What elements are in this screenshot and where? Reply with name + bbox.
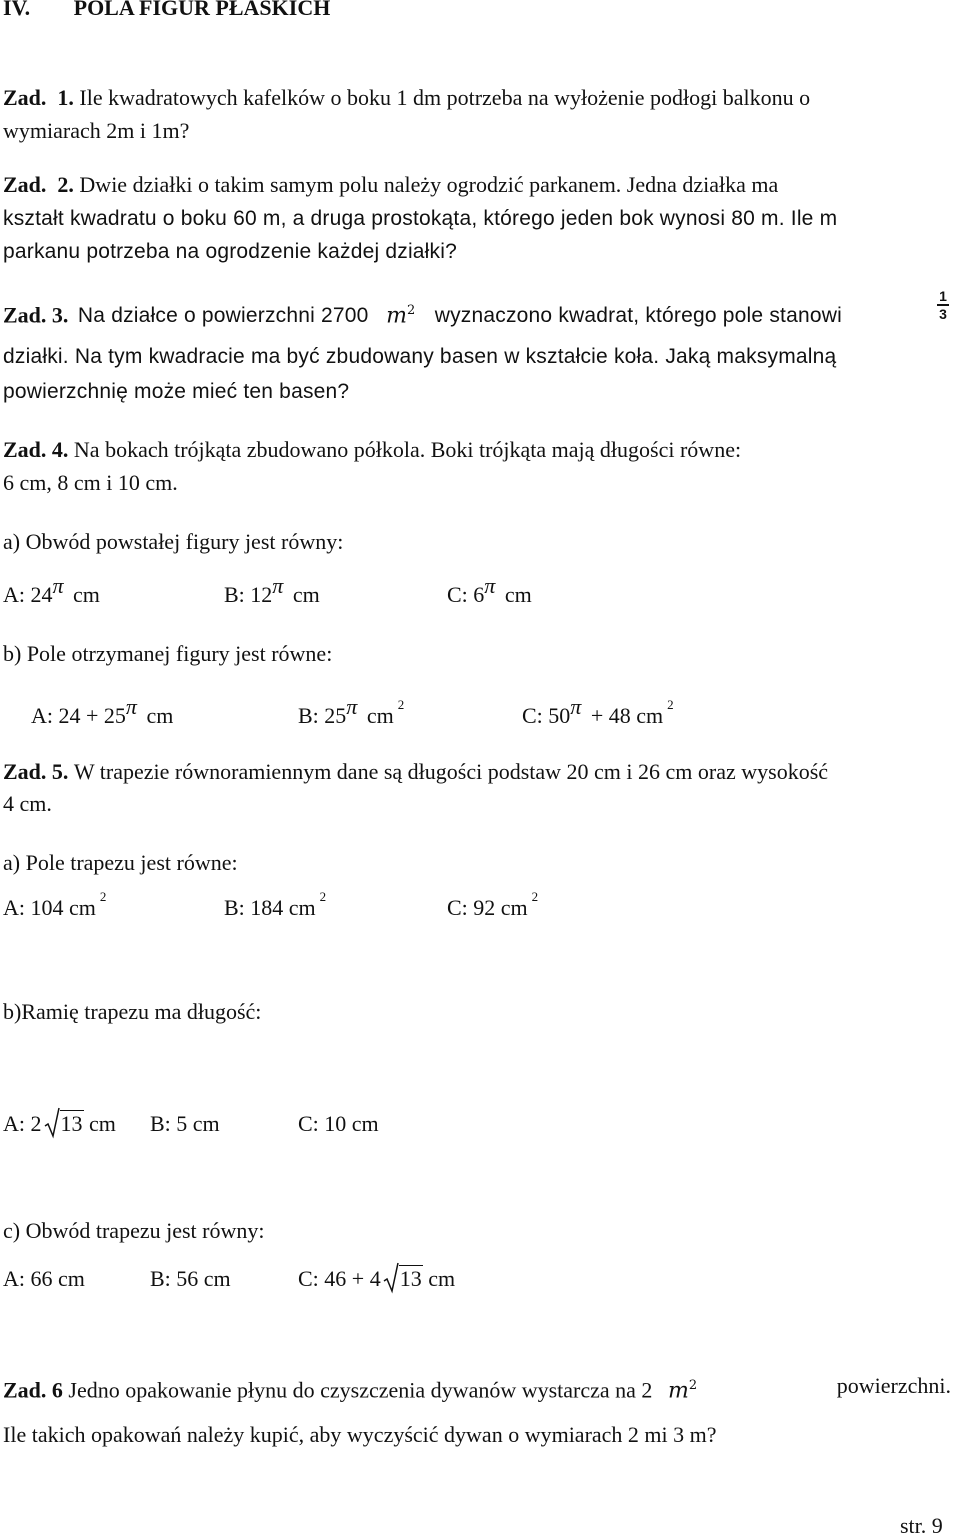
pi-symbol: π — [346, 694, 358, 719]
task-2-text: Dwie działki o takim samym polu należy ogrodzić parkanem. Jedna działka ma — [79, 172, 779, 197]
task-5c-option-a: A: 66 cm — [3, 1266, 85, 1291]
task-5c-option-b: B: 56 cm — [150, 1266, 231, 1291]
task-label: Zad. — [3, 437, 47, 462]
task-3-line-1 — [3, 288, 951, 330]
task-5c-option-c: C: 46 + 4 13 cm — [298, 1265, 455, 1293]
task-5a-option-c: C: 92 cm $^2$ — [447, 889, 539, 920]
task-2-line-2: kształt kwadratu o boku 60 m, a druga prostokąta, którego jeden bok wynosi 80 m. Ile m — [3, 207, 838, 230]
task-6-text-b: powierzchni. — [836, 1373, 951, 1398]
task-5-line-1 — [3, 758, 828, 786]
page-number: str. 9 — [900, 1513, 943, 1538]
square-root-icon: 13 — [44, 1110, 84, 1138]
task-5-text: W trapezie równoramiennym dane są długości podstaw 20 cm i 26 cm oraz wysokość — [73, 759, 829, 784]
section-number: IV. — [3, 0, 31, 20]
section-title: POLA FIGUR PŁASKICH — [73, 0, 331, 20]
task-4-question-b: b) Pole otrzymanej figury jest równe: — [3, 641, 333, 666]
task-1-line-1 — [3, 84, 951, 112]
section-heading — [3, 0, 330, 22]
task-5-line-2: 4 cm. — [3, 791, 52, 816]
task-1-text: Ile kwadratowych kafelków o boku 1 dm potrzeba na wyłożenie podłogi balkonu o — [79, 85, 811, 110]
task-4b-option-c: C: 50π + 48 cm $^2$ — [522, 694, 674, 728]
task-4-line-1 — [3, 436, 741, 464]
task-number: 1. — [57, 85, 74, 110]
task-3-text-a: Na działce o powierzchni 2700 — [77, 304, 369, 328]
task-5a-option-b: B: 184 cm $^2$ — [224, 889, 327, 920]
task-label: Zad. — [3, 172, 47, 197]
task-number: 4. — [51, 437, 69, 462]
task-label: Zad. — [3, 302, 47, 328]
task-number: 2. — [57, 172, 74, 197]
task-5a-option-a: A: 104 cm $^2$ — [3, 889, 107, 920]
task-1-line-2: wymiarach 2m i 1m? — [3, 118, 190, 143]
task-4a-option-a: A: 24π cm — [3, 573, 100, 607]
task-4-text: Na bokach trójkąta zbudowano półkola. Boki trójkąta mają długości równe: — [73, 437, 742, 462]
pi-symbol: π — [570, 694, 582, 719]
task-4a-option-c: C: 6π cm — [447, 573, 532, 607]
task-5-question-a: a) Pole trapezu jest równe: — [3, 850, 238, 875]
task-4-line-2: 6 cm, 8 cm i 10 cm. — [3, 470, 178, 495]
task-6-line-1 — [3, 1372, 951, 1405]
task-5-question-c: c) Obwód trapezu jest równy: — [3, 1218, 265, 1243]
task-2-line-1 — [3, 171, 778, 199]
square-root-icon: 13 — [383, 1265, 423, 1293]
task-2-line-3: parkanu potrzeba na ogrodzenie każdej działki? — [3, 240, 457, 263]
task-3-text-b: wyznaczono kwadrat, którego pole stanowi — [434, 304, 842, 328]
task-4b-option-a: A: 24 + 25π cm — [31, 694, 174, 728]
fraction-one-third: 1 3 — [937, 289, 949, 321]
task-number: 3. — [51, 302, 69, 328]
task-label: Zad. — [3, 1377, 47, 1403]
task-4a-option-b: B: 12π cm — [224, 573, 320, 607]
unit-m2: $m^2$ — [667, 1378, 698, 1404]
task-4-question-a: a) Obwód powstałej figury jest równy: — [3, 529, 344, 554]
pi-symbol: π — [272, 573, 284, 598]
unit-m2: $m^2$ — [386, 303, 416, 329]
task-5b-option-c: C: 10 cm — [298, 1111, 379, 1136]
task-number: 6 — [51, 1377, 63, 1403]
task-5b-option-a: A: 2 13 cm — [3, 1110, 116, 1138]
task-3-line-2: działki. Na tym kwadracie ma być zbudowany basen w kształcie koła. Jaką maksymalną — [3, 345, 837, 368]
task-label: Zad. — [3, 759, 47, 784]
pi-symbol: π — [125, 694, 137, 719]
task-5-question-b: b)Ramię trapezu ma długość: — [3, 999, 262, 1024]
pi-symbol: π — [52, 573, 64, 598]
task-number: 5. — [51, 759, 69, 784]
task-4b-option-b: B: 25π cm $^2$ — [298, 694, 405, 728]
task-6-text-a: Jedno opakowanie płynu do czyszczenia dywanów wystarcza na 2 — [68, 1377, 653, 1403]
task-6-line-2: Ile takich opakowań należy kupić, aby wyczyścić dywan o wymiarach 2 mi 3 m? — [3, 1422, 717, 1447]
task-3-line-3: powierzchnię może mieć ten basen? — [3, 380, 350, 403]
task-5b-option-b: B: 5 cm — [150, 1111, 220, 1136]
task-label: Zad. — [3, 85, 47, 110]
pi-symbol: π — [484, 573, 496, 598]
